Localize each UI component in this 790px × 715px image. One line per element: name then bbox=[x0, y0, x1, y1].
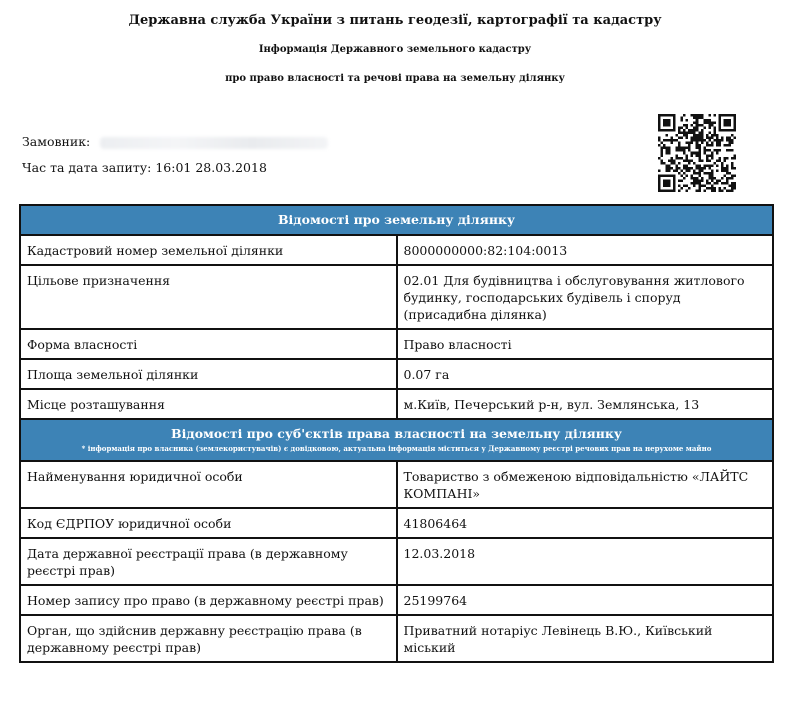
land-section-header: Відомості про земельну ділянку bbox=[20, 205, 773, 235]
document-subject: про право власності та речові права на земельну ділянку bbox=[225, 73, 565, 84]
row-label: Орган, що здійснив державну реєстрацію права (в державному реєстрі прав) bbox=[20, 615, 397, 662]
table-row bbox=[20, 329, 773, 359]
table-row bbox=[20, 461, 773, 508]
row-label: Площа земельної ділянки bbox=[20, 359, 397, 389]
row-label: Місце розташування bbox=[20, 389, 397, 419]
table-row bbox=[20, 508, 773, 538]
agency-title: Державна служба України з питань геодезії, картографії та кадастру bbox=[128, 13, 662, 28]
row-label: Кадастровий номер земельної ділянки bbox=[20, 235, 397, 265]
table-row bbox=[20, 359, 773, 389]
row-value: 41806464 bbox=[397, 508, 774, 538]
customer-label: Замовник: bbox=[22, 134, 91, 149]
table-row bbox=[20, 538, 773, 585]
land-info-table bbox=[19, 204, 774, 663]
row-value: 0.07 га bbox=[397, 359, 774, 389]
subjects-section-title: Відомості про суб'єктів права власності на земельну ділянку bbox=[171, 426, 622, 441]
subjects-section-note: * інформація про власника (землекористувачів) є довідковою, актуальна інформація міститься у Державному реєстрі речових прав на нерухоме майно bbox=[81, 444, 712, 453]
row-label: Найменування юридичної особи bbox=[20, 461, 397, 508]
request-time-line bbox=[22, 160, 267, 175]
row-label: Форма власності bbox=[20, 329, 397, 359]
table-row bbox=[20, 615, 773, 662]
row-label: Цільове призначення bbox=[20, 265, 397, 329]
customer-name-redacted bbox=[100, 137, 328, 149]
row-label: Код ЄДРПОУ юридичної особи bbox=[20, 508, 397, 538]
request-time-label: Час та дата запиту: bbox=[22, 160, 152, 175]
row-value: 25199764 bbox=[397, 585, 774, 615]
row-value: Товариство з обмеженою відповідальністю «ЛАЙТС КОМПАНІ» bbox=[397, 461, 774, 508]
row-value: 02.01 Для будівництва і обслуговування житлового будинку, господарських будівель і споруд (присадибна ділянка) bbox=[397, 265, 774, 329]
table-row bbox=[20, 265, 773, 329]
document-subtitle: Інформація Державного земельного кадастру bbox=[258, 44, 532, 55]
row-value: м.Київ, Печерський р-н, вул. Землянська, 13 bbox=[397, 389, 774, 419]
row-value: 8000000000:82:104:0013 bbox=[397, 235, 774, 265]
row-value: Право власності bbox=[397, 329, 774, 359]
table-row bbox=[20, 389, 773, 419]
qr-code-icon bbox=[658, 114, 736, 192]
row-label: Дата державної реєстрації права (в державному реєстрі прав) bbox=[20, 538, 397, 585]
table-row bbox=[20, 585, 773, 615]
request-time-value: 16:01 28.03.2018 bbox=[155, 160, 267, 175]
customer-line bbox=[22, 134, 328, 149]
table-row bbox=[20, 235, 773, 265]
row-value: 12.03.2018 bbox=[397, 538, 774, 585]
row-value: Приватний нотаріус Левінець В.Ю., Київський міський bbox=[397, 615, 774, 662]
subjects-section-header bbox=[20, 419, 773, 461]
row-label: Номер запису про право (в державному реєстрі прав) bbox=[20, 585, 397, 615]
